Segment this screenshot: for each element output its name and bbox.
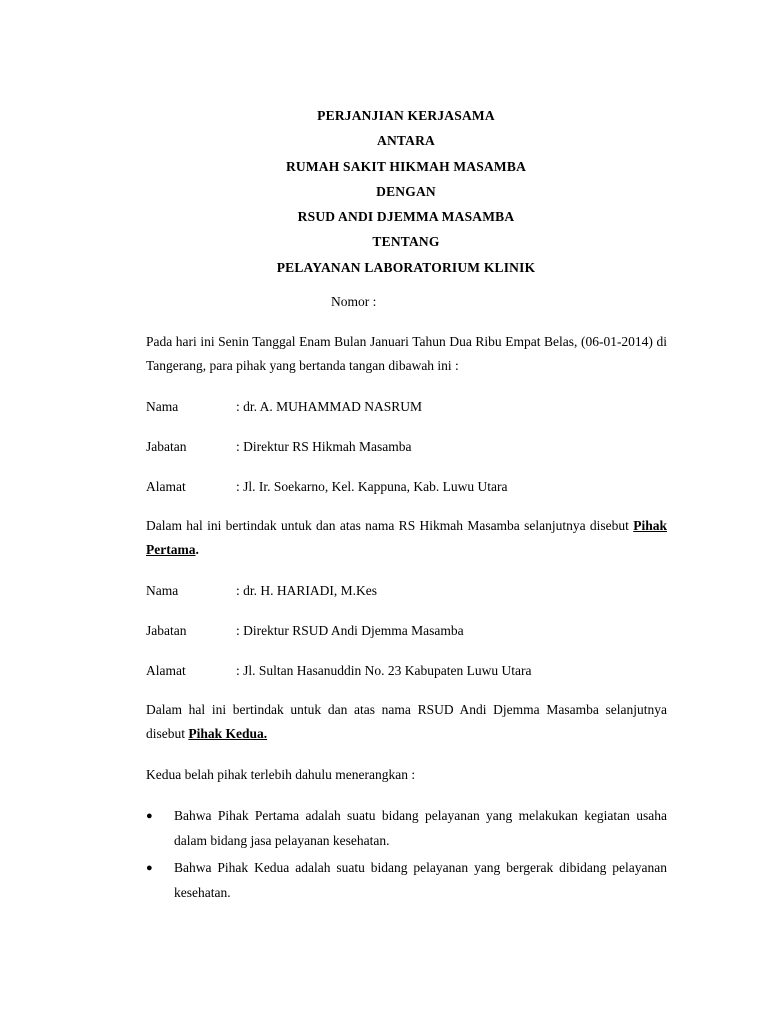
bullet-icon: ● (146, 862, 153, 874)
field-value: : Direktur RS Hikmah Masamba (236, 439, 412, 454)
party1-nama-row (146, 399, 422, 415)
party2-designation: Pihak Kedua. (188, 726, 268, 741)
field-value: : dr. A. MUHAMMAD NASRUM (236, 399, 423, 414)
title-line: DENGAN (376, 183, 436, 199)
party1-jabatan-row (146, 439, 411, 455)
party1-statement (146, 514, 667, 562)
recital-intro: Kedua belah pihak terlebih dahulu menerangkan : (146, 767, 416, 782)
intro-paragraph: Pada hari ini Senin Tanggal Enam Bulan Januari Tahun Dua Ribu Empat Belas, (06-01-2014) di Tangerang, para pihak yang bertanda tangan dibawah ini : (146, 334, 667, 373)
field-label: Nama (146, 583, 179, 598)
title-line: TENTANG (372, 234, 440, 250)
party1-designation: Pihak Pertama (146, 518, 668, 557)
field-label: Jabatan (146, 623, 187, 638)
statement-period: . (195, 542, 199, 557)
party2-statement (146, 698, 667, 746)
list-item-text: Bahwa Pihak Pertama adalah suatu bidang pelayanan yang melakukan kegiatan usaha dalam bidang jasa pelayanan kesehatan. (174, 808, 667, 848)
list-item (146, 804, 667, 853)
field-value: : Jl. Ir. Soekarno, Kel. Kappuna, Kab. Luwu Utara (236, 479, 508, 494)
list-item-text: Bahwa Pihak Kedua adalah suatu bidang pelayanan yang bergerak dibidang pelayanan kesehatan. (174, 860, 667, 900)
title-line: PERJANJIAN KERJASAMA (317, 108, 495, 123)
party2-nama-row (146, 583, 377, 599)
field-label: Nama (146, 399, 179, 414)
field-label: Jabatan (146, 439, 187, 454)
statement-text: Dalam hal ini bertindak untuk dan atas nama RSUD Andi Djemma Masamba selanjutnya disebut (146, 702, 667, 741)
bullet-icon: ● (146, 810, 153, 822)
statement-text: Dalam hal ini bertindak untuk dan atas nama RS Hikmah Masamba selanjutnya disebut (146, 518, 629, 533)
party2-jabatan-row (146, 623, 464, 639)
field-label: Alamat (146, 663, 186, 678)
title-line: PELAYANAN LABORATORIUM KLINIK (276, 259, 536, 275)
title-line: ANTARA (377, 133, 435, 149)
list-item (146, 856, 667, 905)
field-label: Alamat (146, 479, 186, 494)
title-line: RUMAH SAKIT HIKMAH MASAMBA (285, 158, 527, 174)
field-value: : Direktur RSUD Andi Djemma Masamba (236, 623, 464, 638)
party1-alamat-row (146, 479, 507, 495)
party2-alamat-row (146, 663, 531, 679)
document-title (0, 103, 768, 280)
document-number: Nomor : (331, 294, 377, 309)
field-value: : Jl. Sultan Hasanuddin No. 23 Kabupaten Luwu Utara (236, 663, 532, 678)
title-line: RSUD ANDI DJEMMA MASAMBA (297, 209, 515, 225)
field-value: : dr. H. HARIADI, M.Kes (236, 583, 377, 598)
